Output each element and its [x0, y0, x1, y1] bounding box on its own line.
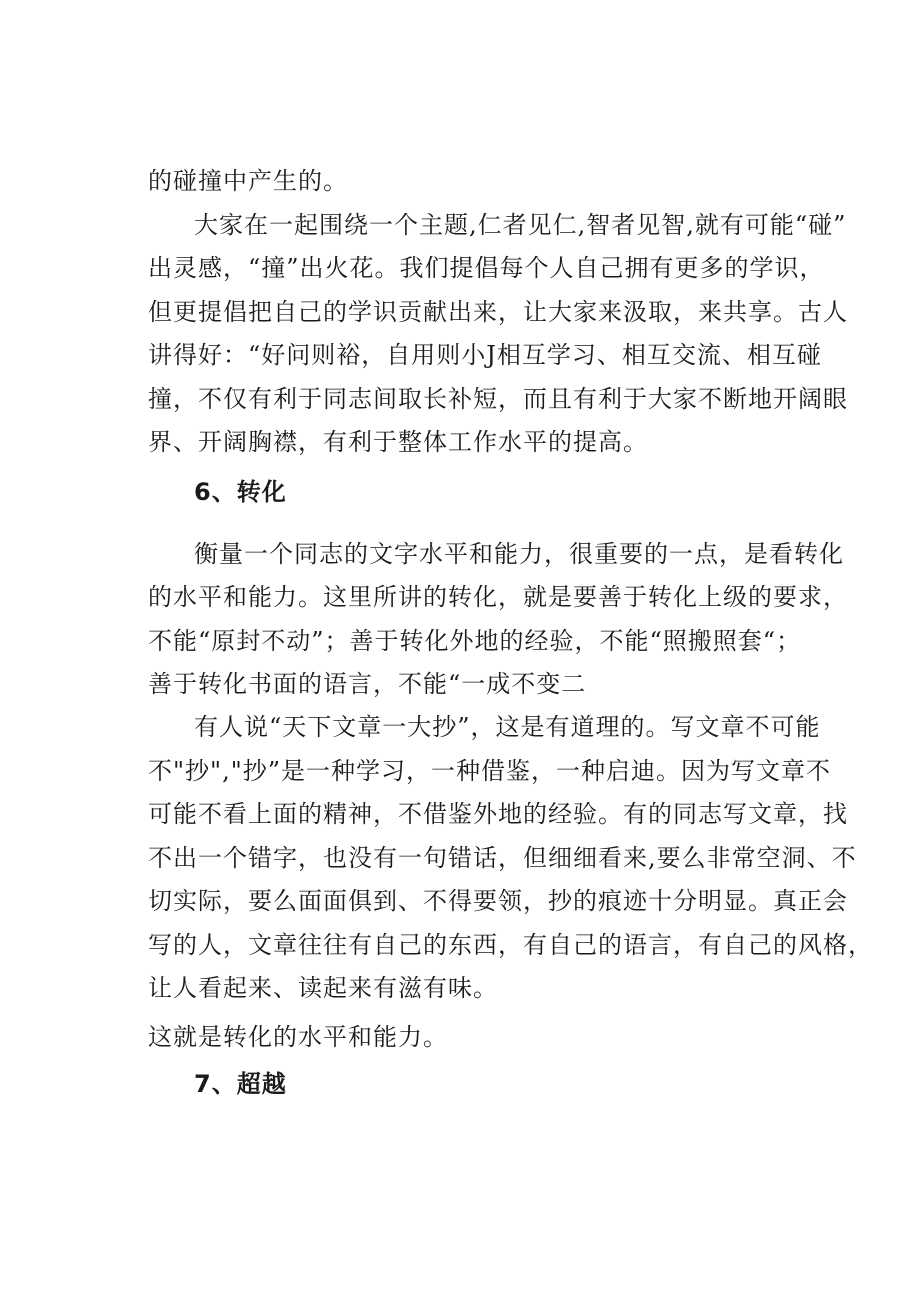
- paragraph-line: 切实际，要么面面俱到、不得要领，抄的痕迹十分明显。真正会: [148, 887, 848, 915]
- section-heading: 7、超越: [194, 1070, 287, 1098]
- paragraph-line: 不出一个错字，也没有一句错话，但细细看来,要么非常空洞、不: [148, 844, 857, 872]
- paragraph-line: 讲得好：“好问则裕，自用则小J相互学习、相互交流、相互碰: [148, 341, 822, 369]
- paragraph-line: 写的人，文章往往有自己的东西，有自己的语言，有自己的风格，: [148, 931, 873, 959]
- paragraph-line: 善于转化书面的语言，不能“一成不变二: [148, 670, 587, 698]
- paragraph-line: 出灵感，“撞”出火花。我们提倡每个人自己拥有更多的学识，: [148, 254, 825, 282]
- paragraph-line: 有人说“天下文章一大抄”，这是有道理的。写文章不可能: [194, 713, 821, 741]
- paragraph-line: 大家在一起围绕一个主题,仁者见仁,智者见智,就有可能“碰”: [194, 211, 847, 239]
- paragraph-line: 不"抄","抄”是一种学习，一种借鉴，一种启迪。因为写文章不: [148, 757, 832, 785]
- paragraph-line: 衡量一个同志的文字水平和能力，很重要的一点，是看转化: [194, 540, 844, 568]
- paragraph-line: 界、开阔胸襟，有利于整体工作水平的提高。: [148, 428, 648, 456]
- paragraph-line: 的水平和能力。这里所讲的转化，就是要善于转化上级的要求，: [148, 583, 848, 611]
- paragraph-line: 这就是转化的水平和能力。: [148, 1023, 448, 1051]
- paragraph-line: 让人看起来、读起来有滋有味。: [148, 974, 498, 1002]
- paragraph-line: 可能不看上面的精神，不借鉴外地的经验。有的同志写文章，找: [148, 800, 848, 828]
- paragraph-line: 的碰撞中产生的。: [148, 167, 348, 195]
- paragraph-line: 撞，不仅有利于同志间取长补短，而且有利于大家不断地开阔眼: [148, 385, 848, 413]
- section-heading: 6、转化: [194, 478, 287, 506]
- paragraph-line: 不能“原封不动”；善于转化外地的经验，不能“照搬照套“；: [148, 627, 802, 655]
- paragraph-line: 但更提倡把自己的学识贡献出来，让大家来汲取，来共享。古人: [148, 298, 848, 326]
